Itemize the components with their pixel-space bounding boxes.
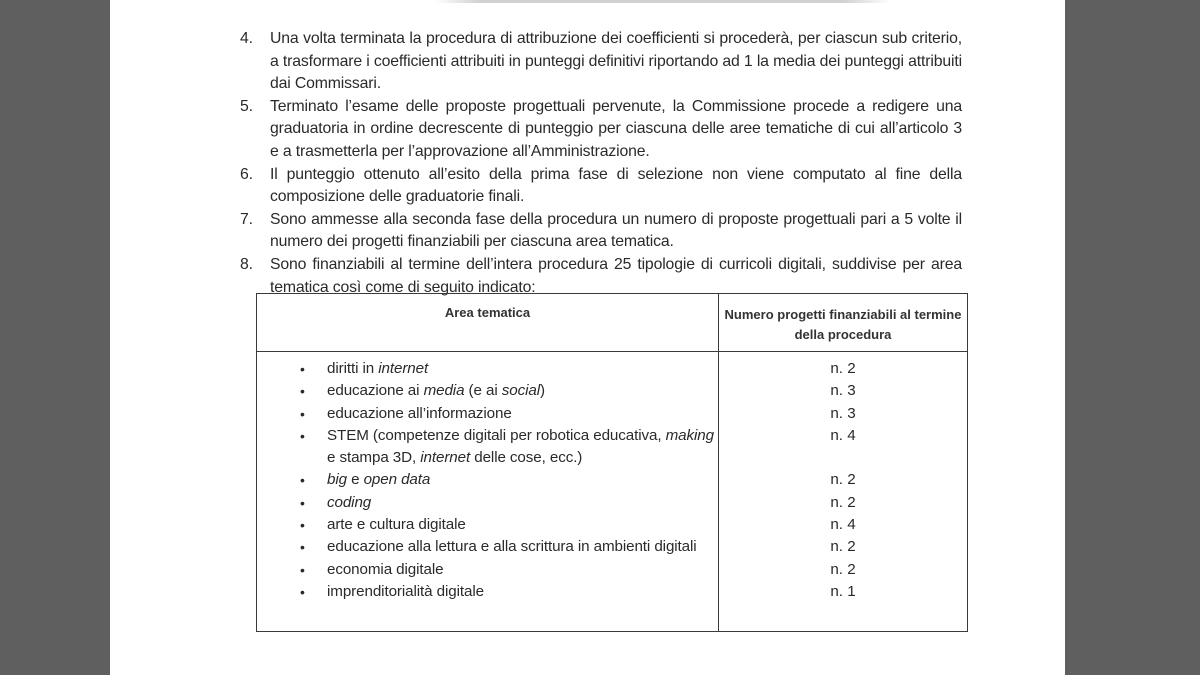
header-line <box>435 0 890 3</box>
area-cell: educazione ai media (e ai social) <box>327 382 545 400</box>
table-row <box>257 514 967 536</box>
area-cell: economia digitale <box>327 560 444 578</box>
bullet-icon: • <box>300 517 305 534</box>
table-row <box>257 425 967 470</box>
bullet-icon: • <box>300 539 305 556</box>
area-cell: imprenditorialità digitale <box>327 582 484 600</box>
table-row <box>257 380 967 402</box>
table-body <box>257 358 967 603</box>
table-row <box>257 403 967 425</box>
item-text: Il punteggio ottenuto all’esito della prima fase di selezione non viene computato al fine della composizione delle graduatorie finali. <box>270 165 962 206</box>
bullet-icon: • <box>300 472 305 489</box>
count-cell: n. 2 <box>830 360 856 377</box>
area-cell: arte e cultura digitale <box>327 516 466 534</box>
count-cell: n. 3 <box>830 404 856 422</box>
table-row <box>257 581 967 603</box>
item-number: 4. <box>240 30 253 47</box>
bullet-icon: • <box>300 383 305 400</box>
count-cell: n. 2 <box>830 471 856 489</box>
area-cell: big e open data <box>327 471 431 489</box>
header-area: Area tematica <box>444 305 531 320</box>
bullet-icon: • <box>300 494 305 511</box>
table-row <box>257 492 967 514</box>
item-number: 5. <box>240 97 253 115</box>
bullet-icon: • <box>300 427 305 444</box>
list-item <box>240 28 962 96</box>
list-item <box>240 164 962 209</box>
area-cell: STEM (competenze digitali per robotica educativa, making e stampa 3D, internet delle cose, ecc.) <box>327 426 714 467</box>
list-item <box>240 209 962 254</box>
document-page <box>110 0 1065 675</box>
table-header <box>257 294 967 352</box>
count-cell: n. 3 <box>830 382 856 400</box>
item-number: 8. <box>240 255 253 273</box>
count-cell: n. 2 <box>830 493 856 511</box>
count-cell: n. 4 <box>830 516 856 534</box>
list-item <box>240 96 962 164</box>
header-count: Numero progetti finanziabili al termine della procedura <box>724 307 962 342</box>
area-cell: coding <box>327 493 372 511</box>
bullet-icon: • <box>300 405 305 422</box>
area-cell: educazione alla lettura e alla scrittura in ambienti digitali <box>327 538 697 556</box>
bullet-icon: • <box>300 583 305 600</box>
area-cell: educazione all’informazione <box>327 404 512 422</box>
count-cell: n. 1 <box>830 582 856 600</box>
item-text: Sono finanziabili al termine dell’intera procedura 25 tipologie di curricoli digitali, suddivise per area tematica così come di seguito indicato: <box>270 255 962 296</box>
table-row <box>257 536 967 558</box>
count-cell: n. 4 <box>830 426 856 444</box>
area-cell: diritti in internet <box>327 360 429 377</box>
bullet-icon: • <box>300 361 305 377</box>
table-row <box>257 559 967 581</box>
count-cell: n. 2 <box>830 538 856 556</box>
count-cell: n. 2 <box>830 560 856 578</box>
item-text: Una volta terminata la procedura di attribuzione dei coefficienti si procederà, per ciascun sub criterio, a trasformare i coefficienti attribuiti in punteggi definitivi riportando ad 1 la media dei punteggi attribuiti dai Commissari. <box>270 30 962 93</box>
numbered-list <box>240 28 962 299</box>
table-row <box>257 469 967 491</box>
item-text: Terminato l’esame delle proposte progettuali pervenute, la Commissione procede a redigere una graduatoria in ordine decrescente di punteggio per ciascuna delle aree tematiche di cui all’articolo 3 e a trasmetterla per l’approvazione all’Amministrazione. <box>270 97 962 160</box>
table-row <box>257 358 967 380</box>
item-number: 6. <box>240 165 253 183</box>
bullet-icon: • <box>300 561 305 578</box>
item-number: 7. <box>240 210 253 228</box>
item-text: Sono ammesse alla seconda fase della procedura un numero di proposte progettuali pari a 5 volte il numero dei progetti finanziabili per ciascuna area tematica. <box>270 210 962 251</box>
projects-table <box>256 293 968 632</box>
